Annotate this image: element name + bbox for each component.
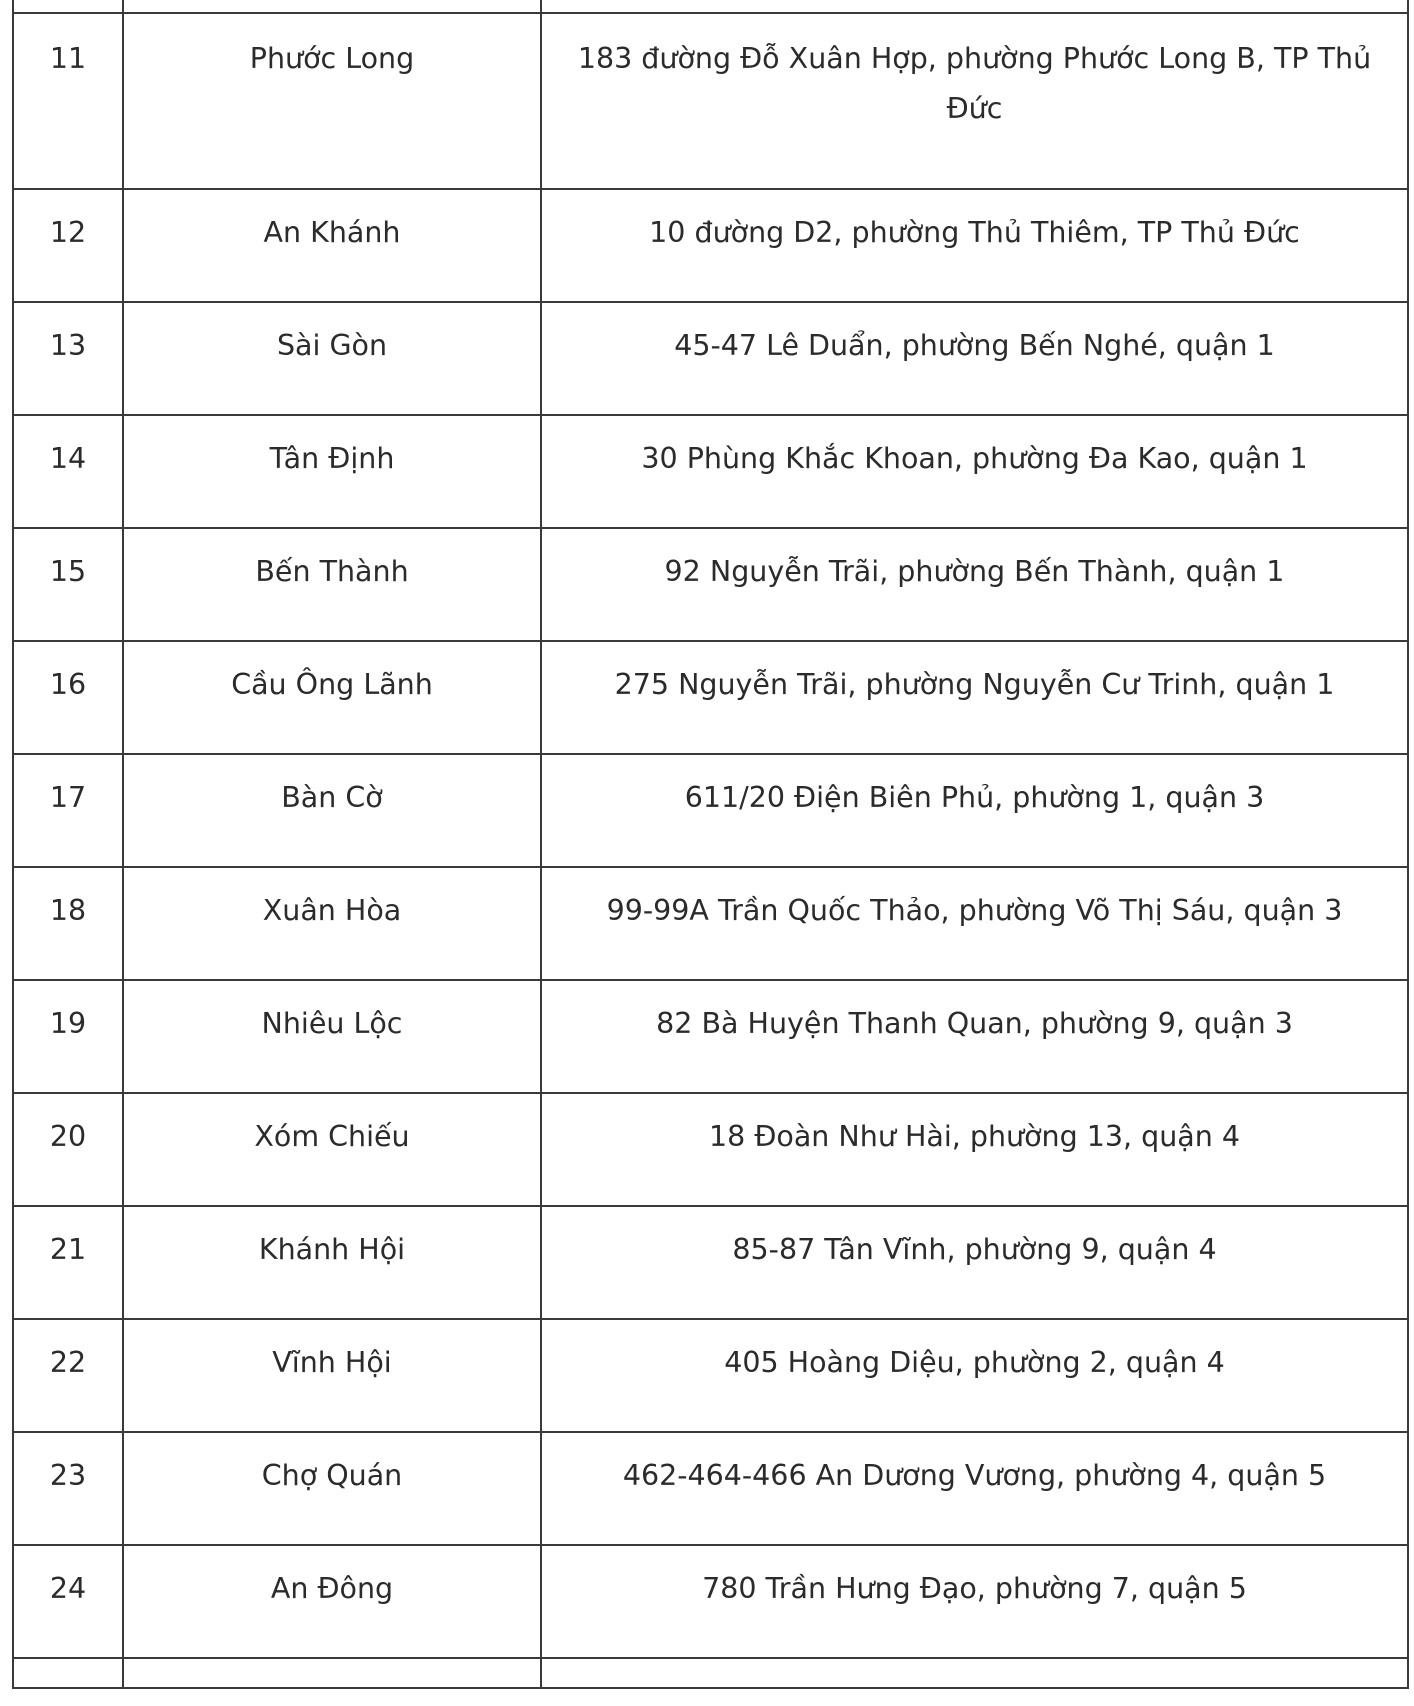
table-row: [13, 415, 1408, 528]
row-number: 21: [13, 1206, 123, 1319]
location-name: An Khánh: [123, 189, 541, 302]
row-number: 15: [13, 528, 123, 641]
location-name: Khánh Hội: [123, 1206, 541, 1319]
row-number: 20: [13, 1093, 123, 1206]
row-number: 18: [13, 867, 123, 980]
location-name: Bến Thành: [123, 528, 541, 641]
location-name: Chợ Quán: [123, 1432, 541, 1545]
row-number: 19: [13, 980, 123, 1093]
location-address: 85-87 Tân Vĩnh, phường 9, quận 4: [541, 1206, 1408, 1319]
table-row: [13, 754, 1408, 867]
location-address: 10 đường D2, phường Thủ Thiêm, TP Thủ Đức: [541, 189, 1408, 302]
location-name: Nhiêu Lộc: [123, 980, 541, 1093]
table-row-previous: [13, 0, 1408, 13]
row-number: 22: [13, 1319, 123, 1432]
table-row: [13, 980, 1408, 1093]
table-cell: [541, 0, 1408, 13]
location-address: 611/20 Điện Biên Phủ, phường 1, quận 3: [541, 754, 1408, 867]
row-number: 17: [13, 754, 123, 867]
table-cell: [123, 0, 541, 13]
location-name: Tân Định: [123, 415, 541, 528]
location-address: 99-99A Trần Quốc Thảo, phường Võ Thị Sáu, quận 3: [541, 867, 1408, 980]
location-name: Phước Long: [123, 13, 541, 189]
row-number: 24: [13, 1545, 123, 1658]
table-cell: [13, 0, 123, 13]
location-name: Xóm Chiếu: [123, 1093, 541, 1206]
row-number: 16: [13, 641, 123, 754]
location-name: An Đông: [123, 1545, 541, 1658]
row-number: 12: [13, 189, 123, 302]
row-number: 23: [13, 1432, 123, 1545]
table-row-next: [13, 1658, 1408, 1688]
location-name: Xuân Hòa: [123, 867, 541, 980]
location-address: 405 Hoàng Diệu, phường 2, quận 4: [541, 1319, 1408, 1432]
location-address: 183 đường Đỗ Xuân Hợp, phường Phước Long B, TP Thủ Đức: [541, 13, 1408, 189]
table-row: [13, 1319, 1408, 1432]
location-name: Bàn Cờ: [123, 754, 541, 867]
table-row: [13, 867, 1408, 980]
table-row: [13, 1093, 1408, 1206]
location-name: Sài Gòn: [123, 302, 541, 415]
location-address: 462-464-466 An Dương Vương, phường 4, quận 5: [541, 1432, 1408, 1545]
table-row: [13, 302, 1408, 415]
table-row: [13, 13, 1408, 189]
location-address: 45-47 Lê Duẩn, phường Bến Nghé, quận 1: [541, 302, 1408, 415]
table-row: [13, 1432, 1408, 1545]
row-number: 11: [13, 13, 123, 189]
table-row: [13, 641, 1408, 754]
location-name: Vĩnh Hội: [123, 1319, 541, 1432]
table-row: [13, 1545, 1408, 1658]
table-cell: [541, 1658, 1408, 1688]
table-row: [13, 528, 1408, 641]
table-row: [13, 1206, 1408, 1319]
address-table: [12, 0, 1409, 1689]
row-number: 14: [13, 415, 123, 528]
location-address: 275 Nguyễn Trãi, phường Nguyễn Cư Trinh, quận 1: [541, 641, 1408, 754]
table-cell: [13, 1658, 123, 1688]
location-name: Cầu Ông Lãnh: [123, 641, 541, 754]
table-cell: [123, 1658, 541, 1688]
location-address: 30 Phùng Khắc Khoan, phường Đa Kao, quận 1: [541, 415, 1408, 528]
location-address: 780 Trần Hưng Đạo, phường 7, quận 5: [541, 1545, 1408, 1658]
location-address: 82 Bà Huyện Thanh Quan, phường 9, quận 3: [541, 980, 1408, 1093]
location-address: 18 Đoàn Như Hài, phường 13, quận 4: [541, 1093, 1408, 1206]
location-address: 92 Nguyễn Trãi, phường Bến Thành, quận 1: [541, 528, 1408, 641]
row-number: 13: [13, 302, 123, 415]
table-row: [13, 189, 1408, 302]
